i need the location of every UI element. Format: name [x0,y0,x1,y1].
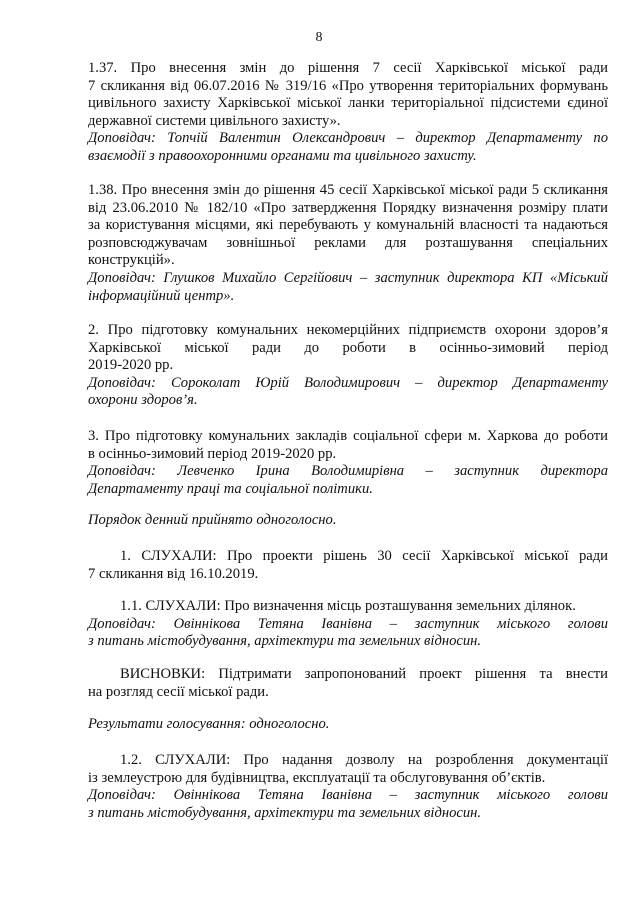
item-text-line: державної системи цивільного захисту». [88,112,341,129]
item-text-line: 1.37. Про внесення змін до рішення 7 сесії Харківської міської ради [88,60,608,76]
vote-results-text: Результати голосування: одноголосно. [88,716,330,732]
speaker-line: Доповідач: Овіннікова Тетяна Іванівна – заступник міського голови [88,787,608,804]
item-text-line: 3. Про підготовку комунальних закладів соціальної сфери м. Харкова до роботи [88,428,608,444]
item-text-line: конструкцій». [88,252,175,269]
speaker-line: охорони здоров’я. [88,392,198,409]
item-text-line: від 23.06.2010 № 182/10 «Про затвердження Порядку визначення розміру плати [88,199,608,216]
conclusions-line: ВИСНОВКИ: Підтримати запропонований проект рішення та внести [120,666,608,682]
heard-line: 1.2. СЛУХАЛИ: Про надання дозволу на розроблення документації [120,752,608,768]
item-text-line: 1.38. Про внесення змін до рішення 45 сесії Харківської міської ради 5 скликання [88,182,608,198]
agenda-item-1-38 [88,182,608,305]
heard-section-1-1 [88,598,608,651]
agenda-item-1-37 [88,60,608,166]
heard-line: із землеустрою для будівництва, експлуатації та обслуговування об’єктів. [88,769,546,786]
speaker-line: з питань містобудування, архітектури та земельних відносин. [88,633,482,650]
conclusions-line: на розгляд сесії міської ради. [88,683,269,700]
heard-section-1 [88,548,608,583]
agenda-item-2 [88,322,608,410]
item-text-line: 7 скликання від 06.07.2016 № 319/16 «Про утворення територіальних формувань [88,77,608,94]
speaker-line: Доповідач: Левченко Ірина Володимирівна – заступник директора [88,463,608,480]
item-text-line: в осінньо-зимовий період 2019-2020 рр. [88,445,337,462]
speaker-line: інформаційний центр». [88,287,235,304]
heard-section-1-2 [88,752,608,822]
speaker-line: Доповідач: Глушков Михайло Сергійович – заступник директора КП «Міський [88,269,608,286]
item-text-line: розповсюджувачам зовнішньої реклами для розташування спеціальних [88,234,608,251]
item-text-line: 2019-2020 рр. [88,357,174,374]
speaker-line: Доповідач: Овіннікова Тетяна Іванівна – заступник міського голови [88,615,608,632]
item-text-line: Харківської міської ради до роботи в осінньо-зимовий період [88,339,608,356]
item-text-line: 2. Про підготовку комунальних некомерційних підприємств охорони здоров’я [88,322,608,338]
agenda-adopted-text: Порядок денний прийнято одноголосно. [88,512,337,528]
agenda-item-3 [88,428,608,498]
speaker-line: Департаменту праці та соціальної політики. [88,480,373,497]
page-number: 8 [315,30,323,45]
item-text-line: цивільного захисту Харківської міської ланки територіальної підсистеми єдиної [88,95,608,112]
vote-results [88,716,608,734]
speaker-line: взаємодії з правоохоронними органами та цивільного захисту. [88,147,477,164]
agenda-adopted-note [88,512,608,530]
conclusions-section [88,666,608,701]
heard-line: 1.1. СЛУХАЛИ: Про визначення місць розташування земельних ділянок. [120,598,576,614]
heard-line: 1. СЛУХАЛИ: Про проекти рішень 30 сесії Харківської міської ради [120,548,608,564]
heard-line: 7 скликання від 16.10.2019. [88,565,259,582]
speaker-line: Доповідач: Сороколат Юрій Володимирович – директор Департаменту [88,374,608,391]
item-text-line: за користування місцями, які перебувають у комунальній власності та надаються [88,217,608,234]
speaker-line: Доповідач: Топчій Валентин Олександрович – директор Департаменту по [88,130,608,147]
speaker-line: з питань містобудування, архітектури та земельних відносин. [88,804,482,821]
